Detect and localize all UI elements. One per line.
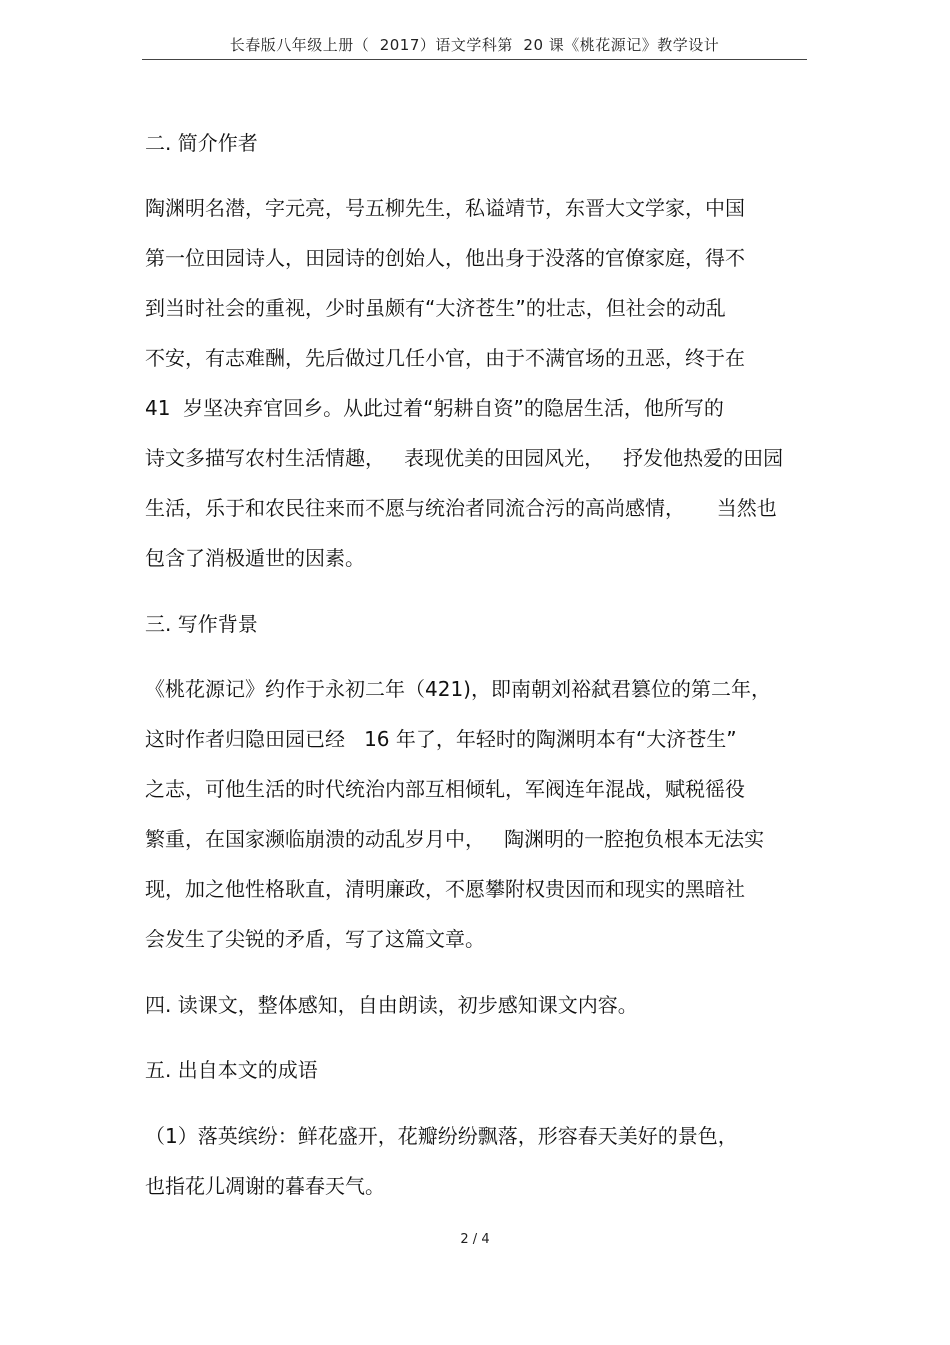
idiom-line: 也指花儿凋谢的暮春天气。 — [145, 1174, 385, 1198]
author-line: 第一位田园诗人，田园诗的创始人，他出身于没落的官僚家庭，得不 — [145, 246, 745, 270]
author-line: 包含了消极遁世的因素。 — [145, 546, 365, 570]
page-number: 2 / 4 — [460, 1232, 490, 1247]
section-heading-idioms: 五. 出自本文的成语 — [145, 1058, 318, 1082]
author-line: 生活，乐于和农民往来而不愿与统治者同流合污的高尚感情， 当然也 — [145, 496, 777, 520]
section-heading-background: 三. 写作背景 — [145, 612, 258, 636]
section-heading-author: 二. 简介作者 — [145, 131, 258, 155]
background-line: 《桃花源记》约作于永初二年（421)，即南朝刘裕弑君篡位的第二年， — [145, 677, 771, 701]
background-line: 繁重，在国家濒临崩溃的动乱岁月中， 陶渊明的一腔抱负根本无法实 — [145, 827, 765, 851]
author-line: 不安，有志难酬，先后做过几任小官，由于不满官场的丑恶，终于在 — [145, 346, 745, 370]
background-line: 之志，可他生活的时代统治内部互相倾轧，军阀连年混战，赋税徭役 — [145, 777, 745, 801]
page-header: 长春版八年级上册（ 2017）语文学科第 20 课《桃花源记》教学设计 — [229, 36, 720, 54]
author-line: 41 岁坚决弃官回乡。从此过着“躬耕自资”的隐居生活，他所写的 — [145, 396, 724, 420]
section-heading-reading: 四. 读课文，整体感知，自由朗读，初步感知课文内容。 — [145, 993, 638, 1017]
background-line: 会发生了尖锐的矛盾，写了这篇文章。 — [145, 927, 485, 951]
author-line: 陶渊明名潜，字元亮，号五柳先生，私谥靖节，东晋大文学家，中国 — [145, 196, 745, 220]
idiom-line: （1）落英缤纷：鲜花盛开，花瓣纷纷飘落，形容春天美好的景色， — [145, 1124, 738, 1148]
background-line: 这时作者归隐田园已经 16 年了，年轻时的陶渊明本有“大济苍生” — [145, 727, 737, 751]
header-rule — [142, 59, 807, 60]
author-line: 诗文多描写农村生活情趣， 表现优美的田园风光， 抒发他热爱的田园 — [145, 446, 784, 470]
background-line: 现，加之他性格耿直，清明廉政，不愿攀附权贵因而和现实的黑暗社 — [145, 877, 745, 901]
author-line: 到当时社会的重视，少时虽颇有“大济苍生”的壮志，但社会的动乱 — [145, 296, 726, 320]
